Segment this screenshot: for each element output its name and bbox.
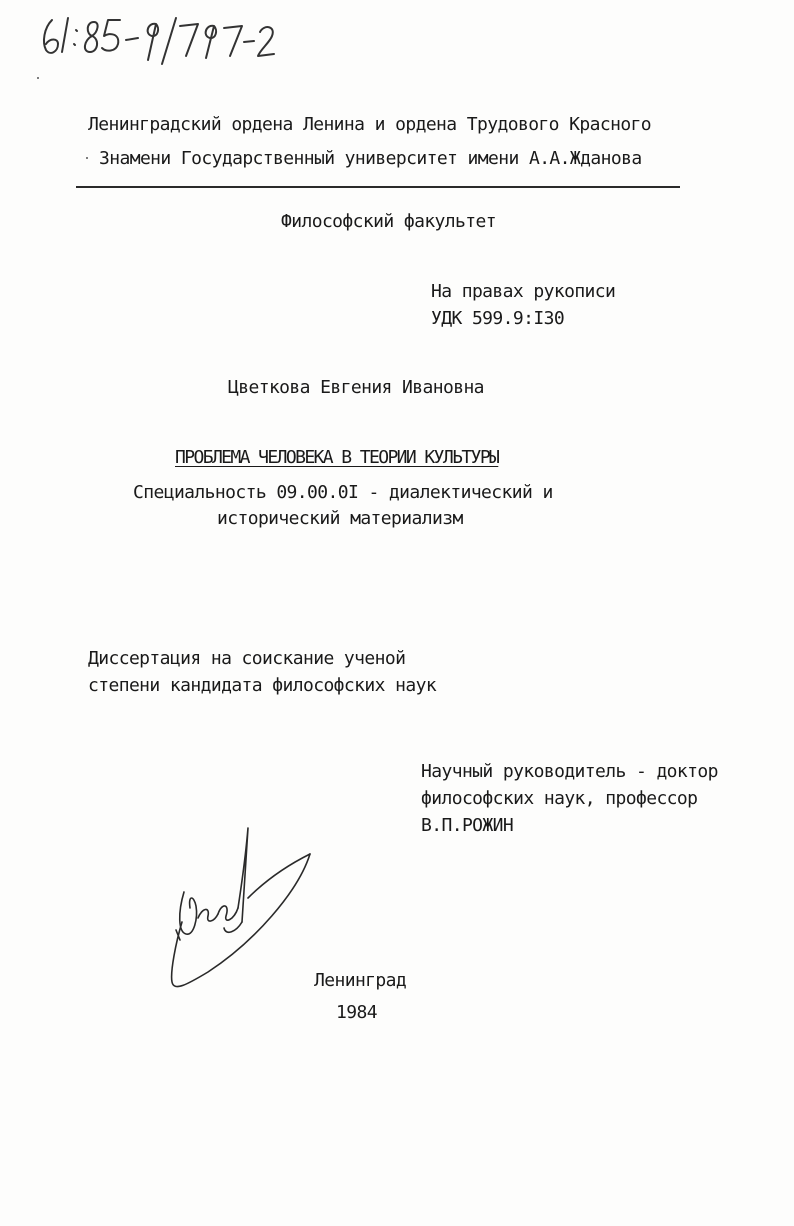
manuscript-rights: На правах рукописи xyxy=(431,281,616,302)
institution-line-1: Ленинградский ордена Ленина и ордена Трудового Красного xyxy=(88,114,652,135)
header-divider xyxy=(76,186,680,188)
supervisor-line-1: Научный руководитель - доктор xyxy=(421,761,718,782)
dissertation-line-2: степени кандидата философских наук xyxy=(88,675,437,696)
dissertation-title: ПРОБЛЕМА ЧЕЛОВЕКА В ТЕОРИИ КУЛЬТУРЫ xyxy=(175,447,499,468)
supervisor-line-2: философских наук, профессор xyxy=(421,788,698,809)
scan-speck xyxy=(86,157,88,159)
year: 1984 xyxy=(336,1002,377,1023)
handwritten-archive-mark xyxy=(38,12,278,74)
city: Ленинград xyxy=(314,970,407,991)
scan-speck xyxy=(37,77,39,79)
specialty-line-1: Специальность 09.00.0I - диалектический и xyxy=(133,482,553,503)
udc-code: УДК 599.9:I30 xyxy=(431,308,565,329)
specialty-line-2: исторический материализм xyxy=(217,508,463,529)
faculty: Философский факультет xyxy=(281,211,496,232)
handwritten-signature xyxy=(168,822,318,997)
author-name: Цветкова Евгения Ивановна xyxy=(228,377,484,398)
institution-line-2: Знамени Государственный университет имени А.А.Жданова xyxy=(99,148,642,169)
supervisor-name: В.П.РОЖИН xyxy=(421,815,514,836)
dissertation-line-1: Диссертация на соискание ученой xyxy=(88,648,406,669)
